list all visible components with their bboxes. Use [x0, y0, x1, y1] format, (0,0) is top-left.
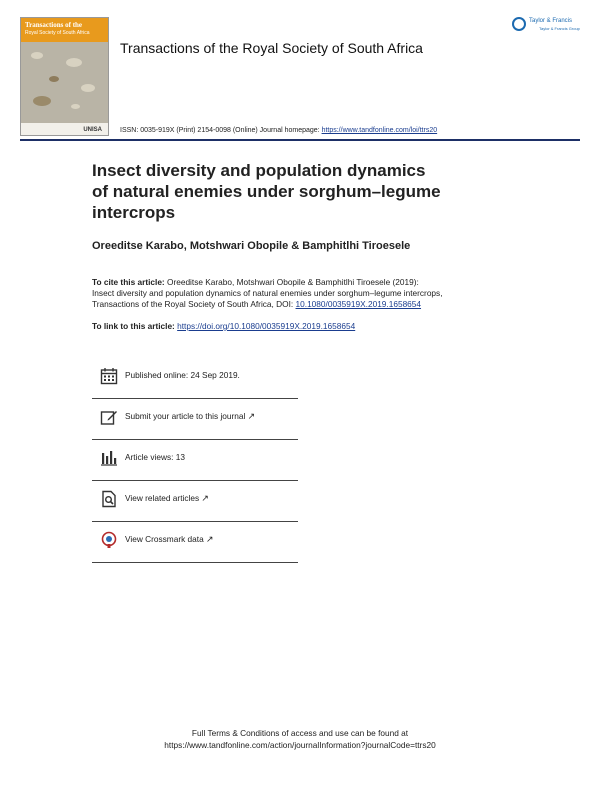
citation-line-2: Insect diversity and population dynamics of natural enemies under sorghum–legume intercrops, [92, 288, 443, 298]
cover-pebble [71, 104, 80, 109]
article-title [92, 160, 492, 223]
journal-title[interactable]: Transactions of the Royal Society of South Africa [120, 40, 423, 56]
crossmark-icon [100, 531, 118, 549]
issn-text: ISSN: 0035-919X (Print) 2154-0098 (Online) Journal homepage: [120, 127, 322, 134]
link-to-article [92, 321, 355, 331]
edit-icon [100, 408, 118, 426]
published-online-item [92, 357, 298, 399]
submit-article-link[interactable] [125, 411, 255, 422]
cover-pebble [31, 52, 43, 59]
cover-pebble [66, 58, 82, 67]
cover-publisher-logo: UNISA [83, 127, 102, 133]
citation-line-3 [92, 299, 572, 310]
related-articles-item[interactable] [92, 480, 298, 522]
bar-chart-icon [100, 449, 118, 467]
cover-pebble [49, 76, 59, 82]
article-views-item [92, 439, 298, 481]
terms-text: Full Terms & Conditions of access and use can be found at [191, 728, 409, 738]
related-articles-label: View related articles [125, 493, 200, 503]
external-link-icon: ↗ [206, 534, 214, 544]
header-divider [20, 139, 580, 141]
article-title-line: Insect diversity and population dynamics [92, 161, 426, 180]
citation-line-1 [92, 277, 572, 288]
article-title-line: of natural enemies under sorghum–legume [92, 182, 441, 201]
submit-article-label: Submit your article to this journal [125, 411, 246, 421]
cover-pebble [81, 84, 95, 92]
related-articles-link[interactable] [125, 493, 209, 504]
external-link-icon: ↗ [247, 411, 256, 421]
related-articles-icon [100, 490, 118, 508]
cover-title-line2: Royal Society of South Africa [25, 30, 90, 36]
article-title-line: intercrops [92, 203, 176, 222]
crossmark-link[interactable] [125, 534, 214, 545]
link-to-label: To link to this article: [92, 321, 178, 331]
journal-homepage-link[interactable]: https://www.tandfonline.com/loi/ttrs20 [321, 127, 438, 134]
submit-article-item[interactable] [92, 398, 298, 440]
publisher-logo-name: Taylor & Francis [529, 18, 573, 24]
citation-label: To cite this article: [92, 277, 167, 287]
doi-link[interactable]: 10.1080/0035919X.2019.1658654 [295, 299, 422, 309]
publisher-logo-icon [512, 17, 526, 31]
journal-information-link[interactable]: https://www.tandfonline.com/action/journalInformation?journalCode=ttrs20 [164, 740, 436, 750]
issn-line [120, 127, 437, 134]
citation-text: Oreeditse Karabo, Motshwari Obopile & Bamphitlhi Tiroesele (2019): [167, 277, 419, 287]
cover-title-line1: Transactions of the [25, 21, 83, 29]
article-authors: Oreeditse Karabo, Motshwari Obopile & Bamphitlhi Tiroesele [92, 240, 411, 252]
article-doi-url-link[interactable]: https://doi.org/10.1080/0035919X.2019.1658654 [177, 321, 356, 331]
cover-pebble [33, 96, 51, 106]
journal-cover-image [20, 17, 109, 136]
taylor-francis-logo[interactable] [512, 17, 582, 37]
crossmark-item[interactable] [92, 521, 298, 563]
crossmark-label: View Crossmark data [125, 534, 204, 544]
published-online-label: Published online: 24 Sep 2019. [125, 370, 240, 380]
external-link-icon: ↗ [201, 493, 209, 503]
calendar-icon [100, 367, 118, 385]
citation-block [92, 277, 572, 310]
publisher-logo-group: Taylor & Francis Group [539, 26, 580, 31]
article-views-label: Article views: 13 [125, 452, 185, 462]
citation-text: Transactions of the Royal Society of South Africa, DOI: [92, 299, 296, 309]
terms-footer [0, 727, 600, 751]
